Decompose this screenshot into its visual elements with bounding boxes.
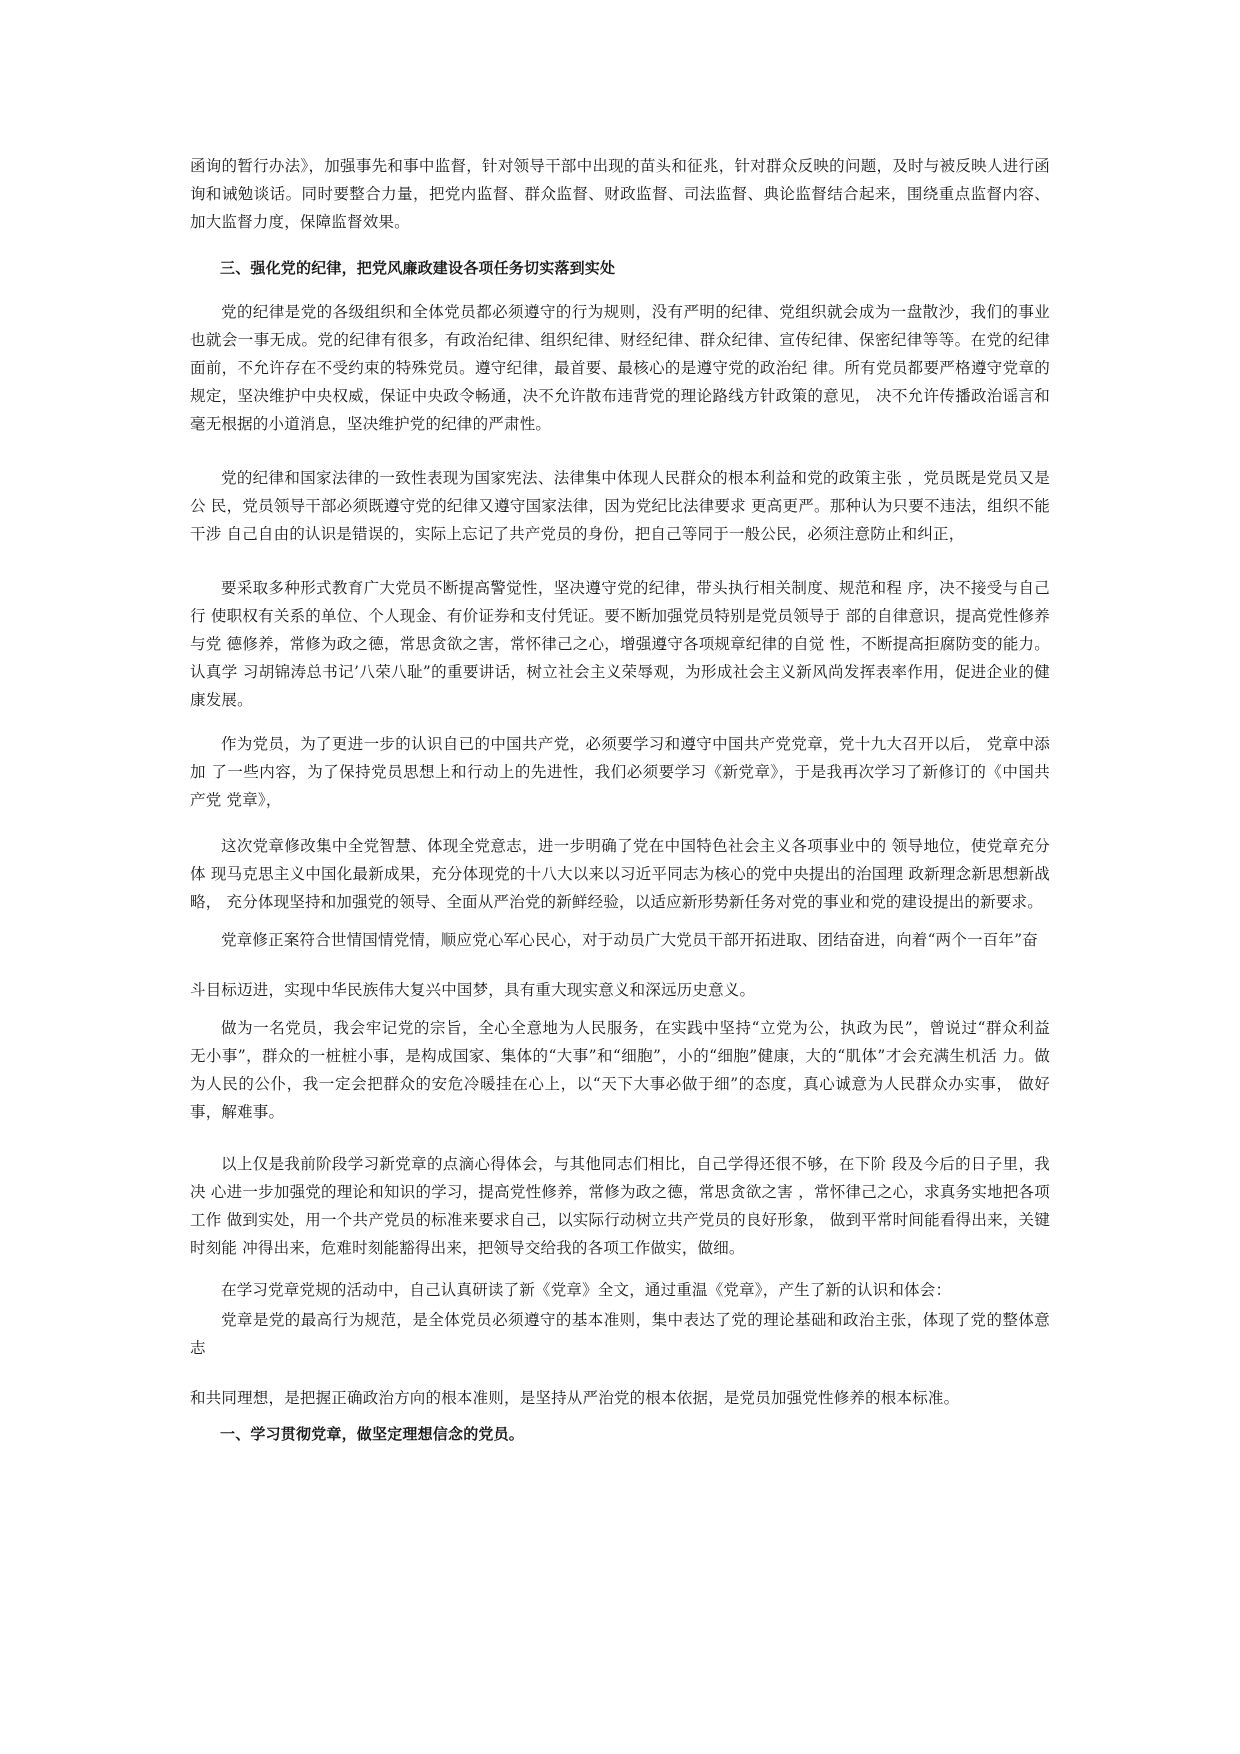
paragraph-discipline-and-law: 党的纪律和国家法律的一致性表现为国家宪法、法律集中体现人民群众的根本利益和党的政策主张 ，党员既是党员又是公 民，党员领导干部必须既遵守党的纪律又遵守国家法律，因为党纪比法律要求 更高更严。那种认为只要不违法，组织不能干涉 自己自由的认识是错误的，实际上忘记了共产党员的身份，把自己等同于一般公民，必须注意防止和纠正， — [190, 469, 1050, 543]
document-page — [190, 152, 1050, 1448]
section-heading-1: 一、学习贯彻党章，做坚定理想信念的党员。 — [220, 1425, 525, 1443]
paragraph-summary: 以上仅是我前阶段学习新党章的点滴心得体会，与其他同志们相比，自己学得还很不够，在下阶 段及今后的日子里，我决 心进一步加强党的理论和知识的学习，提高党性修养，常修为政之德，常思贪欲之害 ，常怀律己之心，求真务实地把各项工作 做到实处，用一个共产党员的标准来要求自己，以实际行动树立共产党员的良好形象， 做到平常时间能看得出来，关键时刻能 冲得出来，危难时刻能豁得出来，把领导交给我的各项工作做实，做细。 — [190, 1155, 1050, 1257]
section-heading-3: 三、强化党的纪律，把党风廉政建设各项任务切实落到实处 — [220, 259, 616, 277]
paragraph-study-activity: 在学习党章党规的活动中，自己认真研读了新《党章》全文，通过重温《党章》，产生了新的认识和体会： — [221, 1281, 952, 1299]
paragraph-amendment-continued: 斗目标迈进，实现中华民族伟大复兴中国梦，具有重大现实意义和深远历史意义。 — [190, 981, 756, 999]
paragraph-constitution-revision: 这次党章修改集中全党智慧、体现全党意志，进一步明确了党在中国特色社会主义各项事业中的 领导地位，使党章充分体 现马克思主义中国化最新成果，充分体现党的十八大以来以习近平同志为核心的党中央提出的治国理 政新理念新思想新战略， 充分体现坚持和加强党的领导、全面从严治党的新鲜经验，以适应新形势新任务对党的事业和党的建设提出的新要求。 — [190, 837, 1050, 911]
paragraph-education: 要采取多种形式教育广大党员不断提高警觉性，坚决遵守党的纪律，带头执行相关制度、规范和程 序，决不接受与自己行 使职权有关系的单位、个人现金、有价证券和支付凭证。要不断加强党员特别是党员领导于 部的自律意识，提高党性修养与党 德修养，常修为政之德，常思贪欲之害，常怀律己之心，增强遵守各项规章纪律的自觉 性，不断提高拒腐防变的能力。认真学 习胡锦涛总书记’八荣八耻”的重要讲话，树立社会主义荣辱观，为形成社会主义新风尚发挥表率作用，促进企业的健康发展。 — [190, 579, 1050, 709]
paragraph-party-discipline: 党的纪律是党的各级组织和全体党员都必须遵守的行为规则，没有严明的纪律、党组织就会成为一盘散沙，我们的事业也就会一事无成。党的纪律有很多，有政治纪律、组织纪律、财经纪律、群众纪律、宣传纪律、保密纪律等等。在党的纪律面前，不允许存在不受约束的特殊党员。遵守纪律，最首要、最核心的是遵守党的政治纪 律。所有党员都要严格遵守党章的规定，坚决维护中央权威，保证中央政令畅通，决不允许散布违背党的理论路线方针政策的意见， 决不允许传播政治谣言和毫无根据的小道消息，坚决维护党的纪律的严肃性。 — [190, 303, 1050, 433]
paragraph-constitution-norm: 党章是党的最高行为规范，是全体党员必须遵守的基本准则，集中表达了党的理论基础和政治主张，体现了党的整体意志 — [190, 1311, 1050, 1357]
paragraph-as-party-member: 作为党员，为了更进一步的认识自已的中国共产党，必须要学习和遵守中国共产党党章，党十九大召开以后， 党章中添加 了一些内容，为了保持党员思想上和行动上的先进性，我们必须要学习《新党章》，于是我再次学习了新修订的《中国共产党 党章》， — [190, 735, 1050, 809]
paragraph-serve-people: 做为一名党员，我会牢记党的宗旨，全心全意地为人民服务，在实践中坚持“立党为公，执政为民”，曾说过“群众利益 无小事”，群众的一桩桩小事，是构成国家、集体的“大事”和“细胞”，小的“细胞”健康，大的“肌体”才会充满生机活 力。做为人民的公仆，我一定会把群众的安危冷暖挂在心上，以“天下大事必做于细”的态度，真心诚意为人民群众办实事， 做好事，解难事。 — [190, 1019, 1050, 1121]
paragraph-constitution-norm-continued: 和共同理想，是把握正确政治方向的根本准则，是坚持从严治党的根本依据，是党员加强党性修养的根本标准。 — [190, 1389, 960, 1407]
paragraph-amendment: 党章修正案符合世情国情党情，顺应党心军心民心，对于动员广大党员干部开拓进取、团结奋进，向着“两个一百年”奋 — [221, 931, 1038, 949]
paragraph-continuation: 函询的暂行办法》，加强事先和事中监督，针对领导干部中出现的苗头和征兆，针对群众反映的问题，及时与被反映人进行函询和诫勉谈话。同时要整合力量，把党内监督、群众监督、财政监督、司法监督、典论监督结合起来，围绕重点监督内容、加大监督力度，保障监督效果。 — [190, 157, 1050, 231]
